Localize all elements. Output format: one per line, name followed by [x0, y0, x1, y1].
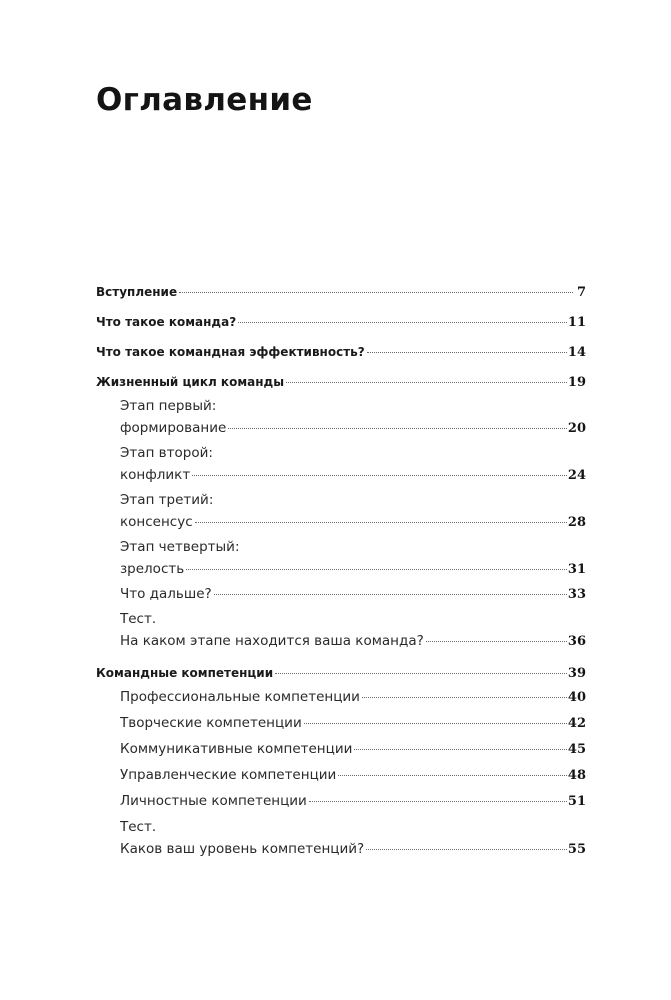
- dot-leader: [286, 382, 567, 383]
- toc-entry-title: Каков ваш уровень компетенций?: [120, 841, 365, 857]
- toc-entry-title: Что такое команда?: [96, 315, 237, 329]
- dot-leader: [309, 801, 567, 802]
- toc-entry-what-is-team[interactable]: [96, 313, 586, 331]
- toc-entry-title: Управленческие компетенции: [120, 767, 337, 783]
- toc-entry-title: Личностные компетенции: [120, 793, 307, 809]
- toc-entry-test-stage[interactable]: [96, 608, 586, 652]
- toc-entry-title: Профессиональные компетенции: [120, 689, 360, 705]
- toc-page-number: 31: [567, 562, 586, 577]
- toc-entry-prefix: Этап первый:: [120, 398, 217, 414]
- dot-leader: [275, 673, 567, 674]
- toc-entry-test-competencies[interactable]: [96, 816, 586, 860]
- toc-entry-prefix: Этап третий:: [120, 492, 214, 508]
- toc-entry-title: На каком этапе находится ваша команда?: [120, 633, 424, 649]
- dot-leader: [186, 569, 567, 570]
- toc-page-number: 45: [567, 742, 586, 757]
- toc-entry-title: формирование: [120, 420, 227, 436]
- toc-entry-creative-competencies[interactable]: [96, 712, 586, 734]
- toc-entry-stage-forming[interactable]: [96, 395, 586, 439]
- toc-entry-stage-consensus[interactable]: [96, 489, 586, 533]
- dot-leader: [238, 322, 567, 323]
- toc-entry-title: конфликт: [120, 467, 191, 483]
- dot-leader: [367, 352, 567, 353]
- toc-page-number: 39: [567, 666, 586, 681]
- toc-page-number: 28: [567, 515, 586, 530]
- toc-entry-communicative-competencies[interactable]: [96, 738, 586, 760]
- dot-leader: [192, 475, 567, 476]
- toc-entry-title: Что такое командная эффективность?: [96, 345, 365, 359]
- toc-entry-team-efficiency[interactable]: [96, 343, 586, 361]
- toc-entry-title: Вступление: [96, 285, 178, 299]
- toc-entry-personal-competencies[interactable]: [96, 790, 586, 812]
- toc-entry-title: Командные компетенции: [96, 666, 274, 680]
- toc-entry-title: Творческие компетенции: [120, 715, 302, 731]
- dot-leader: [195, 522, 567, 523]
- toc-entry-title: Жизненный цикл команды: [96, 375, 285, 389]
- toc-page-number: 19: [567, 375, 586, 390]
- dot-leader: [214, 594, 567, 595]
- toc-page-number: 20: [567, 421, 586, 436]
- toc-entry-prefix: Тест.: [120, 819, 157, 835]
- dot-leader: [179, 292, 573, 293]
- toc-entry-title: Что дальше?: [120, 586, 212, 602]
- toc-entry-team-competencies[interactable]: [96, 664, 586, 682]
- dot-leader: [354, 749, 567, 750]
- dot-leader: [426, 641, 567, 642]
- toc-entry-introduction[interactable]: [96, 283, 586, 301]
- toc-entry-title: консенсус: [120, 514, 193, 530]
- toc-entry-professional-competencies[interactable]: [96, 686, 586, 708]
- toc-page-number: 51: [567, 794, 586, 809]
- toc-entry-prefix: Тест.: [120, 611, 157, 627]
- toc-entry-prefix: Этап второй:: [120, 445, 213, 461]
- toc-page-number: 33: [567, 587, 586, 602]
- toc-entry-managerial-competencies[interactable]: [96, 764, 586, 786]
- toc-page-number: 36: [567, 634, 586, 649]
- table-of-contents: [96, 283, 586, 860]
- toc-page-number: 48: [567, 768, 586, 783]
- toc-page-number: 14: [567, 345, 586, 360]
- toc-entry-team-life-cycle[interactable]: [96, 373, 586, 391]
- toc-entry-title: зрелость: [120, 561, 185, 577]
- toc-entry-stage-conflict[interactable]: [96, 442, 586, 486]
- page-title: Оглавление: [96, 82, 313, 118]
- toc-page-number: 40: [567, 690, 586, 705]
- toc-page-number: 24: [567, 468, 586, 483]
- toc-page-number: 7: [576, 285, 586, 300]
- dot-leader: [338, 775, 567, 776]
- toc-entry-whats-next[interactable]: [96, 583, 586, 605]
- dot-leader: [228, 428, 567, 429]
- toc-page-number: 11: [567, 315, 586, 330]
- dot-leader: [304, 723, 567, 724]
- toc-page-number: 42: [567, 716, 586, 731]
- toc-page-number: 55: [567, 842, 586, 857]
- toc-entry-prefix: Этап четвертый:: [120, 539, 240, 555]
- toc-entry-stage-maturity[interactable]: [96, 536, 586, 580]
- dot-leader: [362, 697, 567, 698]
- dot-leader: [366, 849, 567, 850]
- toc-entry-title: Коммуникативные компетенции: [120, 741, 353, 757]
